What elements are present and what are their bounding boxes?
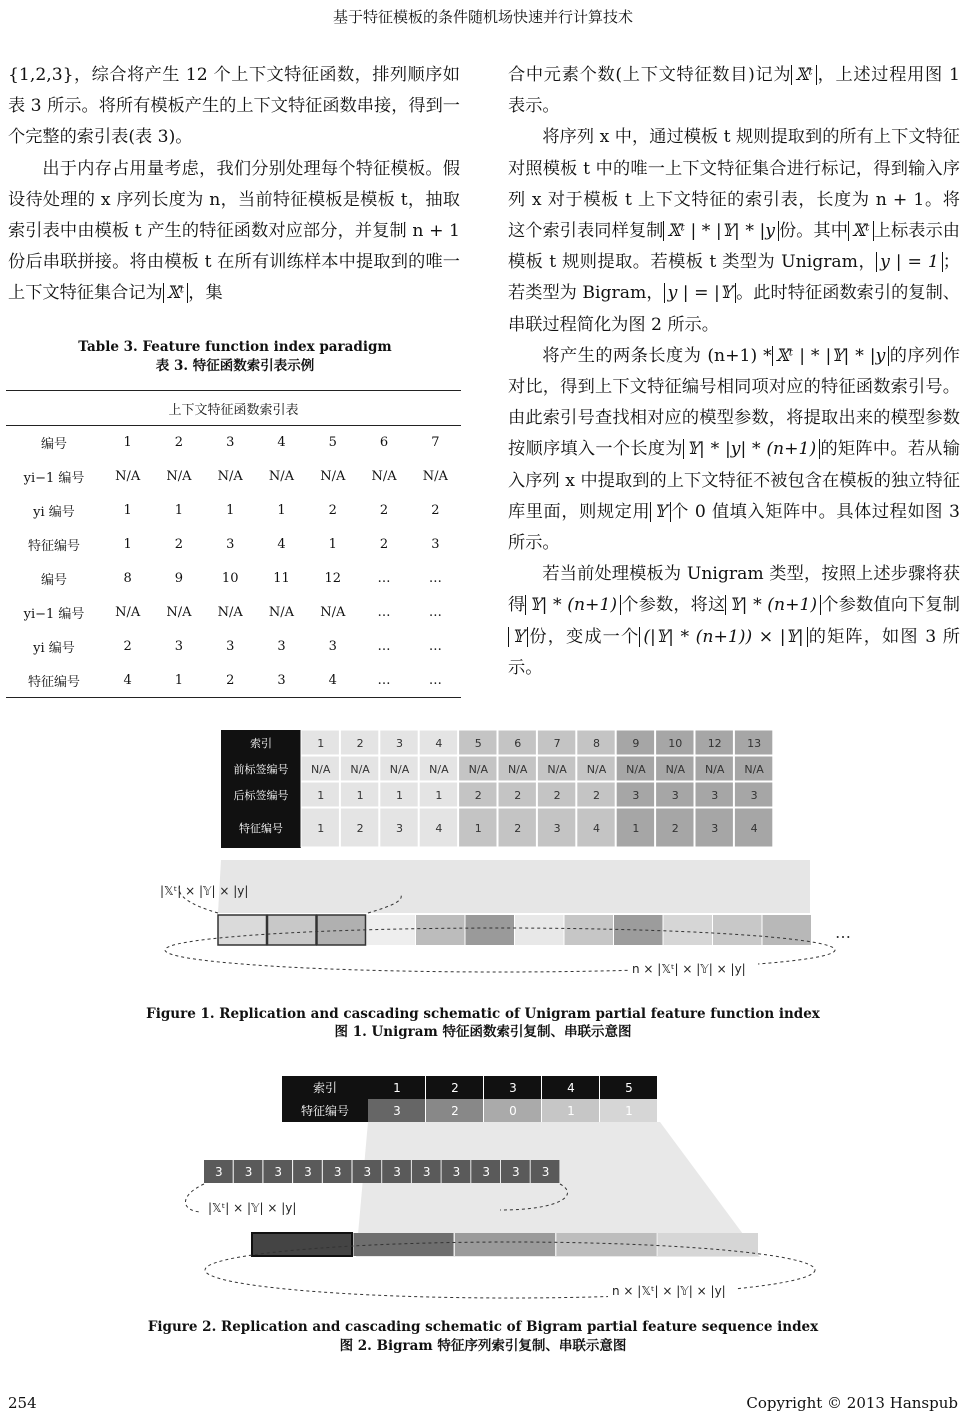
fig1-cell-text: N/A (626, 763, 646, 776)
table3-row-label: yi−1 编号 (23, 606, 85, 622)
fig2-strip-text: 3 (541, 1165, 550, 1179)
right-paragraph-2: 将序列 x 中，通过模板 t 规则提取到的所有上下文特征对照模板 t 中的唯一上下文特征集合进行标记，得到输入序列 x 对于模板 t 上下文特征的索引表，长度为 n + 1。将这个索引表同样复制 𝕏ᵗ | * |𝕐| * |y 份。其中 𝕏ᵗ 上标表示由模板 t 规则提取。若模板 t 类型为 Unigram， y | = 1 ；若类型为 Bigram， y | = |𝕐 。此时特征函数索引的复制、串联过程简化为图 2 所示。 (508, 127, 960, 335)
table3-caption-zh: 表 3. 特征函数索引表示例 (155, 358, 315, 374)
table3-cell: N/A (268, 469, 295, 485)
table3-cell: 8 (123, 571, 132, 586)
fig1-row-label: 特征编号 (239, 822, 283, 835)
table3-cell: N/A (371, 469, 397, 485)
table3-cell: 4 (102, 663, 153, 697)
table3-cell: 2 (379, 537, 389, 553)
fig1-label-left: |𝕏ᵗ| × |𝕐| × |y| (160, 884, 249, 898)
fig2-feat-text: 2 (451, 1104, 459, 1118)
fig1-cell-text: N/A (547, 763, 567, 776)
fig1-cell-text: 3 (396, 737, 403, 750)
fig1-cell-text: 1 (317, 789, 325, 802)
fig2-feat-text: 1 (567, 1104, 575, 1118)
math-bigram: y | = |𝕐 (664, 283, 736, 303)
math-unigram: y | = 1 (876, 252, 943, 272)
table3-cell: 1 (328, 537, 337, 553)
table3-row-label: 特征编号 (27, 539, 80, 555)
fig1-cell-text: N/A (429, 763, 449, 776)
fig1-cell-text: 12 (707, 737, 722, 750)
table3-heading: 上下文特征函数索引表 (6, 391, 461, 426)
fig2-bar-segment (252, 1233, 352, 1256)
copyright: Copyright © 2013 Hanspub (746, 1394, 958, 1412)
fig1-cell-text: 3 (396, 822, 403, 835)
left-paragraph-1: {1,2,3}，综合将产生 12 个上下文特征函数，排列顺序如表 3 所示。将所有模板产生的上下文特征函数串接，得到一个完整的索引表(表 3)。 (8, 65, 460, 148)
fig2-feat-text: 1 (625, 1104, 633, 1118)
table3-cell: N/A (166, 604, 192, 620)
table3-cell: N/A (217, 604, 243, 620)
math-params: 𝕐| * (n+1) (525, 595, 621, 615)
fig1-cell-text: N/A (586, 763, 607, 776)
table3-cell: 1 (123, 435, 132, 451)
fig2-bar-segment (455, 1233, 555, 1256)
math-params-2: 𝕐| * (n+1) (725, 595, 821, 615)
fig1-cell-text: 13 (747, 737, 762, 750)
table3-cell: 1 (226, 503, 235, 519)
fig2-row-label: 特征编号 (300, 1104, 350, 1118)
table3-cell: 1 (174, 503, 184, 519)
fig1-cell-text: N/A (389, 763, 410, 776)
table3-cell: N/A (320, 604, 346, 620)
figure2-caption-zh: 图 2. Bigram 特征序列索引复制、串联示意图 (339, 1338, 627, 1354)
fig1-cell-text: 1 (632, 822, 640, 835)
page-number: 254 (8, 1394, 37, 1412)
table3-cell: 2 (431, 503, 440, 519)
fig1-cell-text: 3 (553, 822, 561, 835)
table3-row-label: 编号 (40, 437, 67, 453)
fig1-cell-text: 9 (632, 737, 640, 750)
fig2-strip-text: 3 (274, 1165, 283, 1179)
table3-cell: 3 (328, 638, 337, 654)
fig2-strip-text: 3 (363, 1165, 372, 1179)
table3-cell: 2 (379, 503, 389, 519)
table3-caption-en: Table 3. Feature function index paradigm (78, 339, 392, 355)
figure1-caption-zh: 图 1. Unigram 特征函数索引复制、串联示意图 (334, 1024, 632, 1040)
table3-cell: … (377, 638, 391, 654)
fig1-row-label: 前标签编号 (233, 763, 289, 776)
fig1-cell-text: 7 (553, 737, 561, 750)
table3-cell: 2 (174, 537, 184, 553)
fig2-strip-text: 3 (304, 1165, 312, 1179)
fig1-cell-text: 4 (593, 822, 600, 835)
fig2-bracket-left (185, 1184, 204, 1212)
fig1-cell-text: N/A (350, 763, 370, 776)
table3-cell: N/A (268, 604, 295, 620)
fig1-cell-text: 2 (356, 822, 364, 835)
fig1-cell-text: 4 (435, 822, 443, 835)
math-Y-copies: 𝕐 (508, 627, 528, 647)
fig1-cell-text: N/A (665, 763, 686, 776)
table3-cell: 4 (277, 537, 286, 553)
fig2-strip-text: 3 (215, 1165, 223, 1179)
table3-cell: 3 (226, 537, 235, 553)
fig1-ellipsis: … (835, 923, 851, 942)
running-header: 基于特征模板的条件随机场快速并行计算技术 (332, 8, 633, 26)
fig1-label-bottom: n × |𝕏ᵗ| × |𝕐| × |y| (632, 962, 746, 976)
fig1-cell-text: 8 (593, 737, 600, 750)
table3-cell: 10 (221, 571, 239, 586)
fig1-cell-text: 10 (668, 737, 683, 750)
table3-cell: 2 (328, 503, 337, 519)
fig2-strip-text: 3 (482, 1165, 490, 1179)
table3-cell: 4 (307, 663, 358, 697)
table3-cell: 1 (277, 503, 286, 519)
fig1-cell-text: N/A (468, 763, 489, 776)
fig1-cell-text: N/A (744, 763, 764, 776)
table3-row-label: 特征编号 (6, 663, 102, 697)
fig1-cell-text: 3 (750, 789, 758, 802)
fig2-index-text: 4 (567, 1081, 575, 1095)
fig1-cell-text: 2 (474, 789, 482, 802)
table3-cell: 2 (174, 435, 184, 451)
fig1-row-label: 索引 (250, 737, 272, 750)
fig2-bar-segment (658, 1233, 758, 1256)
fig1-cell-text: 1 (317, 822, 325, 835)
table3-cell: 3 (256, 663, 307, 697)
figure2-caption-en: Figure 2. Replication and cascading schematic of Bigram partial feature sequence index (147, 1319, 819, 1335)
fig1-cell-text: 6 (514, 737, 522, 750)
fig1-cell-text: 1 (356, 789, 364, 802)
fig1-cell-text: N/A (507, 763, 528, 776)
fig1-cell-text: 1 (474, 822, 482, 835)
table3-cell: 3 (226, 638, 235, 654)
table3-cell: 1 (153, 663, 204, 697)
table3-cell: 3 (431, 537, 440, 553)
math-matrix-length: 𝕐| * |y| * (n+1) (683, 439, 820, 459)
math-Xt-super: 𝕏ᵗ (848, 221, 874, 241)
fig2-index-text: 3 (509, 1081, 517, 1095)
fig1-cell-text: 3 (711, 822, 719, 835)
table3-cell: 4 (277, 435, 286, 451)
fig1-cell-text: 1 (317, 737, 325, 750)
table3-cell: 11 (273, 571, 290, 586)
fig1-cell-text: 4 (750, 822, 758, 835)
fig2-index-text: 5 (625, 1081, 633, 1095)
table3-cell: 9 (174, 571, 184, 586)
fig2-strip-text: 3 (244, 1165, 253, 1179)
fig1-cell-text: 2 (553, 789, 561, 802)
table3-row-label: 编号 (40, 573, 67, 588)
table3-cell: 3 (226, 435, 235, 451)
table3-cell: … (377, 571, 391, 586)
fig1-cell-text: 1 (435, 789, 443, 802)
math-Y-zero: 𝕐 (650, 502, 670, 522)
fig2-row-label: 索引 (312, 1081, 338, 1095)
table3-cell: 3 (174, 638, 184, 654)
fig2-strip-text: 3 (512, 1165, 520, 1179)
table3-cell: … (358, 663, 409, 697)
math-Xt: 𝕏ᵗ (163, 283, 189, 303)
table3-cell: N/A (422, 469, 448, 485)
table3-cell: 6 (379, 435, 389, 451)
math-Xt-count: 𝕏ᵗ (791, 65, 817, 85)
table3-row-label: yi 编号 (33, 505, 75, 521)
fig2-label-left: |𝕏ᵗ| × |𝕐| × |y| (208, 1201, 297, 1215)
math-length: 𝕏ᵗ | * |𝕐| * |y (772, 346, 890, 366)
fig2-strip-text: 3 (393, 1165, 401, 1179)
table3-cell: … (428, 638, 442, 654)
table3-cell: 2 (205, 663, 256, 697)
table3-cell: N/A (115, 604, 141, 620)
fig1-cell-text: N/A (310, 763, 331, 776)
right-paragraph-4: 若当前处理模板为 Unigram 类型，按照上述步骤将获得 𝕐| * (n+1) 个参数，将这 𝕐| * (n+1) 个参数值向下复制𝕐 份，变成一个 (|𝕐| * (n+1)) × |𝕐| 的矩阵，如图 3 所示。 (508, 564, 960, 678)
table3-cell: … (428, 571, 442, 586)
fig2-strip-text: 3 (422, 1165, 431, 1179)
table3-cell: 5 (328, 435, 337, 451)
fig1-cell-text: 2 (356, 737, 364, 750)
math-matrix: (|𝕐| * (n+1)) × |𝕐| (639, 627, 807, 647)
fig2-index-text: 2 (451, 1081, 459, 1095)
fig2-strip-text: 3 (452, 1165, 461, 1179)
fig2-bar-segment (354, 1233, 454, 1256)
table3-cell: 7 (431, 435, 440, 451)
fig1-cell-text: 2 (593, 789, 600, 802)
table3-row-label: yi 编号 (33, 640, 75, 656)
fig1-cell-text: 3 (671, 789, 679, 802)
fig1-row-label: 后标签编号 (233, 789, 289, 802)
table3-cell: … (410, 663, 461, 697)
figure1-caption-en: Figure 1. Replication and cascading schematic of Unigram partial feature function index (146, 1006, 820, 1022)
fig2-index-text: 1 (393, 1081, 401, 1095)
fig1-cell-text: 1 (396, 789, 403, 802)
fig2-feat-text: 3 (393, 1104, 401, 1118)
fig2-strip-text: 3 (333, 1165, 342, 1179)
fig1-cell-text: N/A (704, 763, 725, 776)
fig1-cell-text: 2 (514, 822, 522, 835)
math-copies: 𝕏ᵗ | * |𝕐| * |y (663, 221, 779, 241)
fig2-label-bottom: n × |𝕏ᵗ| × |𝕐| × |y| (612, 1284, 726, 1298)
table3-cell: … (377, 604, 391, 620)
fig2-feat-text: 0 (509, 1104, 517, 1118)
table3-cell: 12 (324, 571, 342, 586)
fig1-cell-text: 2 (514, 789, 522, 802)
fig1-cell-text: 4 (435, 737, 443, 750)
fig1-cell-text: 3 (711, 789, 719, 802)
left-paragraph-2: 出于内存占用量考虑，我们分别处理每个特征模板。假设待处理的 x 序列长度为 n，当前特征模板是模板 t，抽取索引表中由模板 t 产生的特征函数对应部分，并复制 n + 1 份后串联拼接。将由模板 t 在所有训练样本中提取到的唯一上下文特征集合记为 𝕏ᵗ ，集 (8, 158, 460, 304)
table3-cell: N/A (217, 469, 243, 485)
fig1-cell-text: 5 (474, 737, 482, 750)
right-paragraph-1: 合中元素个数(上下文特征数目)记为 𝕏ᵗ ，上述过程用图 1 表示。 (508, 65, 960, 117)
table3-cell: 3 (277, 638, 286, 654)
table3-cell: N/A (115, 469, 141, 485)
table3-cell: 2 (123, 638, 132, 654)
table3-cell: 1 (123, 537, 132, 553)
right-paragraph-3: 将产生的两条长度为 (n+1) * 𝕏ᵗ | * |𝕐| * |y 的序列作对比，得到上下文特征编号相同项对应的特征函数索引号。由此索引号查找相对应的模型参数，将提取出来的模型参数按顺序填入一个长度为 𝕐| * |y| * (n+1) 的矩阵中。若从输入序列 x 中提取到的上下文特征不被包含在模板的独立特征库里面，则规定用 𝕐 个 0 值填入矩阵中。具体过程如图 3 所示。 (508, 345, 960, 554)
fig1-cell-text: 2 (671, 822, 679, 835)
table3-cell: 1 (123, 503, 132, 519)
table3-cell: N/A (320, 469, 346, 485)
table3-row-label: yi−1 编号 (23, 471, 85, 487)
table3-cell: N/A (166, 469, 192, 485)
fig1-cell-text: 3 (632, 789, 640, 802)
table3-cell: … (428, 604, 442, 620)
